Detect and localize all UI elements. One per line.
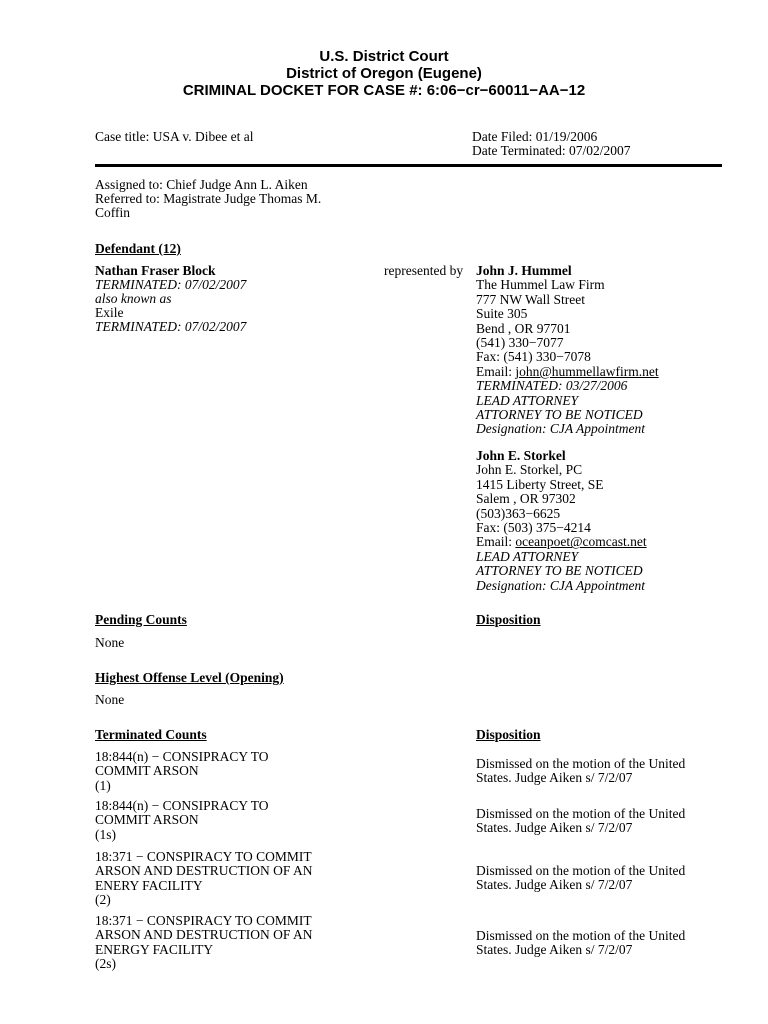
attorney-block — [476, 264, 659, 437]
count-text: COMMIT ARSON — [95, 812, 199, 828]
count-entry — [95, 799, 269, 842]
attorney-email-link[interactable]: oceanpoet@comcast.net — [515, 534, 647, 550]
to-be-noticed-note: ATTORNEY TO BE NOTICED — [476, 407, 643, 423]
attorney-phone: (541) 330−7077 — [476, 335, 564, 351]
count-text: 18:371 − CONSPIRACY TO COMMIT — [95, 849, 312, 864]
case-title: Case title: USA v. Dibee et al — [95, 129, 254, 144]
count-number: (2) — [95, 892, 111, 908]
disposition-text: Dismissed on the motion of the United — [476, 928, 686, 943]
pending-counts-heading: Pending Counts — [95, 612, 187, 627]
attorney-fax: Fax: (541) 330−7078 — [476, 349, 591, 365]
count-text: ENERY FACILITY — [95, 877, 203, 893]
disposition-text: States. Judge Aiken s/ 7/2/07 — [476, 877, 633, 893]
attorney-name: John E. Storkel — [476, 448, 566, 463]
alias-terminated: TERMINATED: 07/02/2007 — [95, 319, 247, 334]
attorney-city: Bend , OR 97701 — [476, 320, 571, 336]
disposition-text: Dismissed on the motion of the United — [476, 806, 686, 821]
terminated-counts-heading: Terminated Counts — [95, 727, 207, 742]
defendant-terminated: TERMINATED: 07/02/2007 — [95, 277, 247, 292]
attorney-email-link[interactable]: john@hummellawfirm.net — [515, 363, 659, 379]
aka-label: also known as — [95, 291, 172, 306]
count-text: 18:371 − CONSPIRACY TO COMMIT — [95, 913, 312, 928]
count-text: ARSON AND DESTRUCTION OF AN — [95, 863, 313, 879]
highest-offense-heading: Highest Offense Level (Opening) — [95, 670, 284, 685]
attorney-firm: The Hummel Law Firm — [476, 277, 605, 293]
count-number: (1s) — [95, 826, 116, 842]
email-label: Email: — [476, 363, 516, 379]
attorney-city: Salem , OR 97302 — [476, 491, 576, 507]
attorney-terminated: TERMINATED: 03/27/2006 — [476, 378, 628, 394]
email-label: Email: — [476, 534, 516, 550]
lead-attorney-note: LEAD ATTORNEY — [476, 548, 579, 564]
count-disposition — [476, 757, 685, 786]
attorney-street: 1415 Liberty Street, SE — [476, 476, 604, 492]
count-entry — [95, 750, 269, 793]
attorney-email-row — [476, 365, 659, 379]
highest-offense-value: None — [95, 692, 125, 707]
disposition-text: Dismissed on the motion of the United — [476, 756, 686, 771]
count-entry — [95, 914, 313, 972]
designation-note: Designation: CJA Appointment — [476, 421, 645, 437]
attorney-suite: Suite 305 — [476, 306, 528, 322]
lead-attorney-note: LEAD ATTORNEY — [476, 392, 579, 408]
count-entry — [95, 850, 313, 908]
court-name: U.S. District Court — [319, 48, 449, 65]
referred-to: Referred to: Magistrate Judge Thomas M. — [95, 191, 322, 206]
disposition-text: States. Judge Aiken s/ 7/2/07 — [476, 770, 633, 786]
referred-to-cont: Coffin — [95, 205, 131, 220]
defendant-name: Nathan Fraser Block — [95, 263, 216, 278]
count-number: (1) — [95, 777, 111, 793]
divider-rule — [95, 164, 722, 167]
pending-disposition-heading: Disposition — [476, 612, 541, 627]
count-text: 18:844(n) − CONSIPRACY TO — [95, 749, 269, 764]
attorney-street: 777 NW Wall Street — [476, 291, 586, 307]
pending-counts-value: None — [95, 635, 125, 650]
disposition-text: States. Judge Aiken s/ 7/2/07 — [476, 942, 633, 958]
date-terminated: Date Terminated: 07/02/2007 — [472, 143, 631, 158]
attorney-fax: Fax: (503) 375−4214 — [476, 520, 591, 536]
attorney-name: John J. Hummel — [476, 263, 572, 278]
to-be-noticed-note: ATTORNEY TO BE NOTICED — [476, 563, 643, 579]
count-text: ARSON AND DESTRUCTION OF AN — [95, 927, 313, 943]
docket-title: CRIMINAL DOCKET FOR CASE #: 6:06−cr−60011−AA−12 — [182, 82, 586, 99]
assigned-to: Assigned to: Chief Judge Ann L. Aiken — [95, 177, 308, 192]
count-text: COMMIT ARSON — [95, 763, 199, 779]
count-text: 18:844(n) − CONSIPRACY TO — [95, 798, 269, 813]
count-disposition — [476, 864, 685, 893]
designation-note: Designation: CJA Appointment — [476, 577, 645, 593]
district-name: District of Oregon (Eugene) — [286, 65, 482, 82]
attorney-phone: (503)363−6625 — [476, 505, 561, 521]
disposition-text: Dismissed on the motion of the United — [476, 863, 686, 878]
count-disposition — [476, 807, 685, 836]
represented-by-label: represented by — [384, 263, 464, 278]
date-filed: Date Filed: 01/19/2006 — [472, 129, 598, 144]
count-disposition — [476, 929, 685, 958]
disposition-text: States. Judge Aiken s/ 7/2/07 — [476, 820, 633, 836]
attorney-email-row — [476, 535, 647, 549]
defendant-alias: Exile — [95, 305, 124, 320]
count-text: ENERGY FACILITY — [95, 941, 214, 957]
attorney-block — [476, 449, 647, 593]
terminated-disposition-heading: Disposition — [476, 727, 541, 742]
defendant-heading: Defendant (12) — [95, 241, 181, 256]
attorney-firm: John E. Storkel, PC — [476, 462, 583, 478]
count-number: (2s) — [95, 956, 116, 972]
